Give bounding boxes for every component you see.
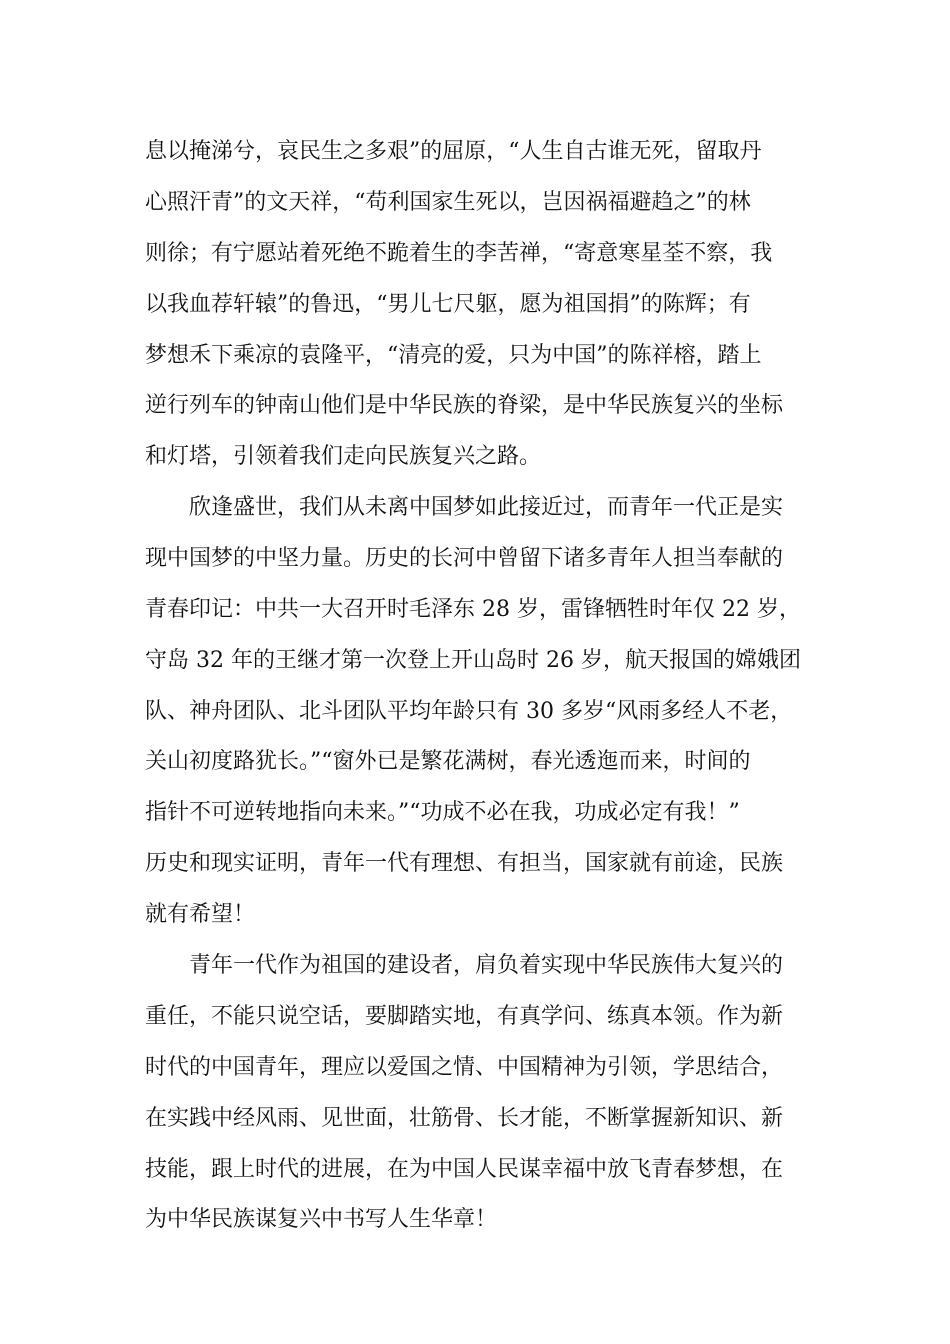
paragraph-line: 以我血荐轩辕”的鲁迅，“男儿七尺躯，愿为祖国捐”的陈辉；有 <box>145 291 751 317</box>
paragraph-line: 逆行列车的钟南山他们是中华民族的脊梁，是中华民族复兴的坐标 <box>145 393 784 419</box>
paragraph-line: 青春印记：中共一大召开时毛泽东 28 岁，雷锋牺牲时年仅 22 岁， <box>145 596 801 622</box>
paragraph-line: 梦想禾下乘凉的袁隆平，“清亮的爱，只为中国”的陈祥榕，踏上 <box>145 342 762 368</box>
paragraph-line: 心照汗青”的文天祥，“苟利国家生死以，岂因祸福避趋之”的林 <box>145 189 751 215</box>
paragraph-line: 历史和现实证明，青年一代有理想、有担当，国家就有前途，民族 <box>145 851 784 877</box>
paragraph-line: 时代的中国青年，理应以爱国之情、中国精神为引领，学思结合， <box>145 1054 784 1080</box>
paragraph-line: 在实践中经风雨、见世面，壮筋骨、长才能，不断掌握新知识、新 <box>145 1105 784 1131</box>
paragraph-line: 技能，跟上时代的进展，在为中国人民谋幸福中放飞青春梦想，在 <box>145 1156 784 1182</box>
paragraph-line: 指针不可逆转地指向未来。”“功成不必在我，功成必定有我！” <box>145 800 740 826</box>
paragraph-line: 则徐；有宁愿站着死绝不跪着生的李苦禅，“寄意寒星荃不察，我 <box>145 240 773 266</box>
paragraph-line: 重任，不能只说空话，要脚踏实地，有真学问、练真本领。作为新 <box>145 1003 784 1029</box>
paragraph-line: 现中国梦的中坚力量。历史的长河中曾留下诸多青年人担当奉献的 <box>145 545 784 571</box>
paragraph-line: 青年一代作为祖国的建设者，肩负着实现中华民族伟大复兴的 <box>189 953 784 978</box>
paragraph-line: 和灯塔，引领着我们走向民族复兴之路。 <box>145 444 542 470</box>
paragraph-1 <box>145 127 807 483</box>
paragraph-line: 队、神舟团队、北斗团队平均年龄只有 30 多岁“风雨多经人不老， <box>145 698 793 724</box>
paragraph-line: 息以掩涕兮，哀民生之多艰”的屈原，“人生自古谁无死，留取丹 <box>145 139 762 164</box>
paragraph-3 <box>145 941 807 1246</box>
paragraph-line: 欣逢盛世，我们从未离中国梦如此接近过，而青年一代正是实 <box>189 495 784 520</box>
paragraph-line: 为中华民族谋复兴中书写人生华章！ <box>145 1207 498 1233</box>
paragraph-line: 就有希望！ <box>145 902 256 928</box>
paragraph-line: 守岛 32 年的王继才第一次登上开山岛时 26 岁，航天报国的嫦娥团 <box>145 647 801 673</box>
paragraph-line: 关山初度路犹长。”“窗外已是繁花满树，春光透迤而来，时间的 <box>145 749 751 775</box>
paragraph-2 <box>145 483 807 941</box>
